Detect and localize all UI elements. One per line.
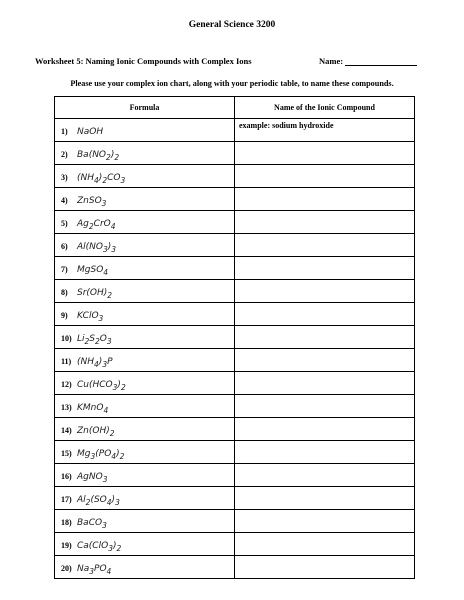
table-row — [55, 165, 415, 188]
header-compound-name: Name of the Ionic Compound — [235, 97, 415, 119]
compound-name-cell[interactable]: example: sodium hydroxide — [235, 119, 415, 142]
instructions: Please use your complex ion chart, along with your periodic table, to name these compounds. — [70, 79, 394, 88]
compound-name-cell[interactable] — [235, 464, 415, 487]
compound-name-cell[interactable] — [235, 165, 415, 188]
chemical-formula: BaCO$_3$ — [77, 518, 107, 530]
table-row — [55, 326, 415, 349]
formula-cell — [55, 165, 235, 188]
compound-name-cell[interactable] — [235, 234, 415, 257]
row-number: 7) — [61, 265, 68, 274]
formula-cell — [55, 510, 235, 533]
formula-cell — [55, 211, 235, 234]
formula-cell — [55, 257, 235, 280]
chemical-formula: $Al_2(SO_4)_3$ — [77, 495, 120, 507]
compound-name-cell[interactable] — [235, 487, 415, 510]
table-row — [55, 487, 415, 510]
formula-cell — [55, 303, 235, 326]
row-number: 20) — [61, 564, 72, 573]
row-number: 4) — [61, 196, 68, 205]
formula-cell — [55, 188, 235, 211]
formula-cell — [55, 395, 235, 418]
chemical-formula: $Ag_2CrO_4$ — [77, 219, 116, 231]
compound-name-cell[interactable] — [235, 142, 415, 165]
compound-name-cell[interactable] — [235, 372, 415, 395]
formula-cell — [55, 372, 235, 395]
worksheet-header — [35, 56, 435, 66]
table-row — [55, 303, 415, 326]
chemical-formula: NaOH — [77, 127, 104, 137]
formula-cell — [55, 556, 235, 579]
table-row — [55, 372, 415, 395]
row-number: 9) — [61, 311, 68, 320]
compound-name-cell[interactable] — [235, 533, 415, 556]
table-row — [55, 257, 415, 280]
table-row — [55, 464, 415, 487]
formula-cell — [55, 533, 235, 556]
chemical-formula: KMnO$_4$ — [77, 403, 109, 415]
formula-cell — [55, 418, 235, 441]
compound-name-cell[interactable] — [235, 326, 415, 349]
chemical-formula: $Zn(OH)_2$ — [77, 426, 115, 438]
row-number: 8) — [61, 288, 68, 297]
compound-name-cell[interactable] — [235, 418, 415, 441]
compound-name-cell[interactable] — [235, 188, 415, 211]
table-row — [55, 142, 415, 165]
row-number: 14) — [61, 426, 72, 435]
chemical-formula: AgNO$_3$ — [77, 472, 108, 484]
table-row — [55, 418, 415, 441]
chemical-formula: $Mg_3(PO_4)_2$ — [77, 449, 125, 461]
compound-name-cell[interactable] — [235, 280, 415, 303]
formula-cell — [55, 326, 235, 349]
table-row — [55, 441, 415, 464]
header-formula: Formula — [55, 97, 235, 119]
compound-name-cell[interactable] — [235, 510, 415, 533]
compound-name-cell[interactable] — [235, 257, 415, 280]
table-row — [55, 510, 415, 533]
table-row — [55, 533, 415, 556]
row-number: 2) — [61, 150, 68, 159]
page-title: General Science 3200 — [188, 20, 276, 30]
chemical-formula: $Ba(NO_2)_2$ — [77, 150, 120, 162]
chemical-formula: MgSO$_4$ — [77, 265, 109, 277]
row-number: 6) — [61, 242, 68, 251]
compound-name-cell[interactable] — [235, 441, 415, 464]
chemical-formula: $(NH_4)_2CO_3$ — [77, 173, 126, 185]
formula-cell — [55, 280, 235, 303]
formula-cell — [55, 464, 235, 487]
table-row — [55, 188, 415, 211]
row-number: 5) — [61, 219, 68, 228]
chemical-formula: $Na_3PO_4$ — [77, 564, 112, 576]
worksheet-label: Worksheet 5: Naming Ionic Compounds with Complex Ions — [35, 56, 252, 66]
table-header-row — [55, 97, 415, 119]
table-row — [55, 349, 415, 372]
chemical-formula: KClO$_3$ — [77, 311, 104, 323]
row-number: 18) — [61, 518, 72, 527]
chemical-formula: $(NH_4)_3P$ — [77, 357, 113, 369]
row-number: 16) — [61, 472, 72, 481]
chemical-formula: ZnSO$_3$ — [77, 196, 107, 208]
formula-cell — [55, 441, 235, 464]
name-blank-line[interactable] — [345, 65, 417, 66]
compound-name-cell[interactable] — [235, 556, 415, 579]
row-number: 19) — [61, 541, 72, 550]
row-number: 13) — [61, 403, 72, 412]
table-row — [55, 211, 415, 234]
chemical-formula: $Li_2S_2O_3$ — [77, 334, 112, 346]
formula-cell — [55, 119, 235, 142]
compound-name-cell[interactable] — [235, 211, 415, 234]
table-row — [55, 556, 415, 579]
compound-name-cell[interactable] — [235, 303, 415, 326]
formula-cell — [55, 234, 235, 257]
row-number: 15) — [61, 449, 72, 458]
table-row — [55, 234, 415, 257]
row-number: 10) — [61, 334, 72, 343]
name-label: Name: — [319, 56, 344, 66]
formula-cell — [55, 142, 235, 165]
compound-name-cell[interactable] — [235, 349, 415, 372]
formula-cell — [55, 349, 235, 372]
formula-cell — [55, 487, 235, 510]
row-number: 17) — [61, 495, 72, 504]
row-number: 1) — [61, 127, 68, 136]
chemical-formula: $Ca(ClO_3)_2$ — [77, 541, 122, 553]
compound-table — [54, 96, 415, 579]
table-row — [55, 280, 415, 303]
row-number: 11) — [61, 357, 72, 366]
table-row — [55, 395, 415, 418]
compound-name-cell[interactable] — [235, 395, 415, 418]
chemical-formula: $Al(NO_3)_3$ — [77, 242, 117, 254]
row-number: 3) — [61, 173, 68, 182]
row-number: 12) — [61, 380, 72, 389]
chemical-formula: $Sr(OH)_2$ — [77, 288, 113, 300]
chemical-formula: $Cu(HCO_3)_2$ — [77, 380, 126, 392]
table-row — [55, 119, 415, 142]
